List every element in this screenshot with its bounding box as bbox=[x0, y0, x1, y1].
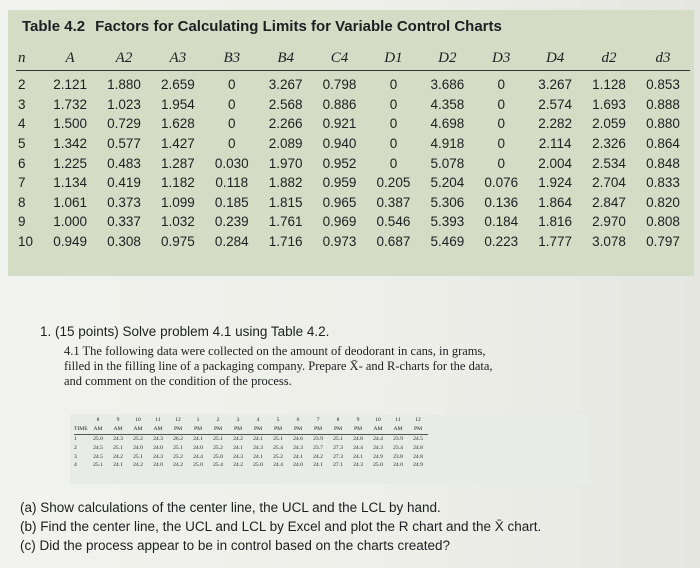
table-cell: 0.969 bbox=[322, 214, 357, 230]
data-cell: 23.9 bbox=[393, 435, 403, 442]
data-cell: PM bbox=[268, 425, 288, 434]
data-cell: 24.2 bbox=[233, 462, 243, 469]
data-cell: 8 bbox=[336, 417, 340, 424]
data-cell: 24.2 bbox=[113, 453, 123, 460]
data-cell: 24.9 bbox=[373, 453, 383, 460]
column-header: A3 bbox=[151, 46, 205, 71]
table-row bbox=[16, 212, 690, 232]
table-cell: 4.358 bbox=[430, 96, 465, 112]
data-cell: 4 bbox=[256, 417, 260, 424]
column-header: B3 bbox=[205, 46, 259, 71]
data-cell: 24.9 bbox=[413, 462, 423, 469]
data-cell: 27.1 bbox=[333, 462, 343, 469]
data-cell: 24.8 bbox=[413, 453, 423, 460]
data-cell: 25.2 bbox=[133, 435, 143, 442]
sample-row bbox=[74, 452, 428, 461]
column-header: A bbox=[43, 46, 97, 71]
table-cell: 1.000 bbox=[53, 214, 87, 230]
data-cell: 25.1 bbox=[273, 435, 283, 442]
period-row bbox=[74, 425, 428, 434]
data-cell: 11 bbox=[155, 417, 161, 424]
data-cell: 25.2 bbox=[213, 444, 223, 451]
table-row bbox=[16, 71, 690, 95]
table-row bbox=[16, 134, 690, 154]
data-cell: 24.0 bbox=[293, 462, 303, 469]
table-title bbox=[22, 18, 502, 35]
data-cell: 25.0 bbox=[253, 462, 263, 469]
data-cell: 4 bbox=[74, 462, 77, 469]
table-cell: 1.761 bbox=[268, 214, 303, 230]
table-cell: 9 bbox=[18, 214, 26, 230]
table-cell: 1.816 bbox=[538, 214, 573, 230]
table-cell: 0.729 bbox=[107, 116, 141, 132]
table-cell: 0.820 bbox=[646, 194, 680, 210]
table-cell: 2.121 bbox=[53, 77, 87, 93]
part-c: (c) Did the process appear to be in control based on the charts created? bbox=[20, 538, 450, 553]
table-cell: 7 bbox=[18, 175, 26, 191]
data-cell: 24.3 bbox=[253, 444, 263, 451]
table-cell: 2 bbox=[18, 77, 26, 93]
data-cell: 9 bbox=[116, 417, 120, 424]
column-header: n bbox=[16, 46, 43, 71]
data-cell: 24.0 bbox=[153, 444, 163, 451]
table-cell: 2.534 bbox=[592, 155, 626, 171]
data-cell: 24.6 bbox=[293, 435, 303, 442]
data-cell: 24.3 bbox=[373, 444, 383, 451]
table-cell: 2.089 bbox=[268, 136, 303, 152]
table-cell: 1.134 bbox=[53, 175, 87, 191]
column-header: B4 bbox=[259, 46, 313, 71]
data-cell: 7 bbox=[316, 417, 320, 424]
table-cell: 3.686 bbox=[430, 77, 465, 93]
data-cell: 1 bbox=[74, 435, 77, 442]
data-cell: 24.3 bbox=[113, 435, 123, 442]
data-cell: 9 bbox=[356, 417, 360, 424]
table-cell: 0 bbox=[228, 136, 236, 152]
part-a: (a) Show calculations of the center line, the UCL and the LCL by hand. bbox=[20, 500, 441, 515]
deodorant-data-table bbox=[74, 416, 428, 470]
table-cell: 0 bbox=[497, 96, 505, 112]
data-cell: 27.3 bbox=[333, 444, 343, 451]
data-cell: 24.8 bbox=[413, 444, 423, 451]
data-cell: 24.3 bbox=[353, 462, 363, 469]
data-cell: 25.0 bbox=[193, 462, 203, 469]
table-cell: 4.698 bbox=[430, 116, 465, 132]
data-cell: 11 bbox=[395, 417, 401, 424]
table-cell: 0 bbox=[228, 116, 236, 132]
data-cell: 25.1 bbox=[113, 444, 123, 451]
table-cell: 10 bbox=[18, 234, 34, 250]
table-cell: 1.954 bbox=[160, 96, 195, 112]
data-cell: 25.0 bbox=[373, 462, 383, 469]
sample-row bbox=[74, 443, 428, 452]
table-cell: 2.004 bbox=[538, 155, 573, 171]
data-cell: 25.4 bbox=[273, 444, 283, 451]
data-cell: 25.1 bbox=[93, 462, 103, 469]
data-cell: 25.1 bbox=[173, 444, 183, 451]
table-cell: 1.693 bbox=[592, 96, 626, 112]
table-cell: 0 bbox=[228, 77, 236, 93]
data-cell: 25.2 bbox=[173, 453, 183, 460]
table-cell: 0.808 bbox=[646, 214, 680, 230]
data-cell: 24.0 bbox=[133, 444, 143, 451]
factors-table-section bbox=[8, 10, 694, 276]
table-cell: 0 bbox=[497, 155, 505, 171]
table-row bbox=[16, 95, 690, 115]
table-cell: 5.204 bbox=[430, 175, 465, 191]
data-cell: 25.4 bbox=[213, 462, 223, 469]
data-cell: PM bbox=[408, 425, 428, 434]
data-cell: 24.1 bbox=[293, 453, 303, 460]
table-cell: 1.628 bbox=[160, 116, 195, 132]
sample-row bbox=[74, 434, 428, 443]
data-cell: 3 bbox=[236, 417, 240, 424]
data-cell: 25.1 bbox=[213, 435, 223, 442]
data-cell: AM bbox=[388, 425, 408, 434]
table-cell: 1.882 bbox=[268, 175, 303, 191]
data-cell: 24.5 bbox=[93, 453, 103, 460]
table-cell: 0.949 bbox=[53, 234, 87, 250]
table-cell: 0.239 bbox=[214, 214, 249, 230]
table-cell: 1.099 bbox=[160, 194, 195, 210]
data-cell: 23.4 bbox=[393, 444, 403, 451]
column-header: C4 bbox=[313, 46, 367, 71]
table-cell: 0.921 bbox=[322, 116, 357, 132]
table-cell: 0.076 bbox=[484, 175, 519, 191]
data-cell: 24.0 bbox=[153, 462, 163, 469]
data-cell: PM bbox=[168, 425, 188, 434]
data-cell: 26.2 bbox=[173, 435, 183, 442]
data-cell: PM bbox=[248, 425, 268, 434]
table-row bbox=[16, 193, 690, 213]
table-cell: 0.848 bbox=[646, 155, 680, 171]
table-cell: 0.185 bbox=[214, 194, 249, 210]
table-cell: 3.267 bbox=[538, 77, 573, 93]
data-cell: 24.4 bbox=[353, 444, 363, 451]
table-cell: 0 bbox=[389, 77, 398, 93]
data-cell: 24.3 bbox=[293, 444, 303, 451]
table-cell: 1.864 bbox=[538, 194, 573, 210]
data-cell: 25.1 bbox=[133, 453, 143, 460]
table-cell: 5 bbox=[18, 136, 26, 152]
table-cell: 0 bbox=[497, 77, 505, 93]
table-cell: 3.267 bbox=[268, 77, 303, 93]
data-cell: 23.8 bbox=[393, 453, 403, 460]
table-cell: 0.959 bbox=[322, 175, 357, 191]
sample-row bbox=[74, 461, 428, 470]
data-cell: 24.1 bbox=[193, 435, 203, 442]
table-cell: 1.815 bbox=[268, 194, 303, 210]
table-cell: 1.128 bbox=[592, 77, 626, 93]
data-cell: 24.0 bbox=[393, 462, 403, 469]
data-cell: 8 bbox=[96, 417, 100, 424]
table-cell: 2.659 bbox=[160, 77, 195, 93]
data-cell: 24.4 bbox=[273, 462, 283, 469]
table-cell: 0 bbox=[389, 155, 398, 171]
data-cell: AM bbox=[88, 425, 108, 434]
table-cell: 1.777 bbox=[538, 234, 573, 250]
table-cell: 0.888 bbox=[646, 96, 680, 112]
table-cell: 1.880 bbox=[107, 77, 141, 93]
data-cell: PM bbox=[208, 425, 228, 434]
data-cell: AM bbox=[148, 425, 168, 434]
column-header: D4 bbox=[528, 46, 582, 71]
table-cell: 0.797 bbox=[646, 234, 680, 250]
table-cell: 1.023 bbox=[107, 96, 141, 112]
data-cell: TIME bbox=[74, 426, 88, 433]
data-cell: PM bbox=[328, 425, 348, 434]
table-cell: 2.266 bbox=[268, 116, 303, 132]
table-cell: 0.205 bbox=[376, 175, 411, 191]
data-cell: 25.0 bbox=[93, 435, 103, 442]
table-cell: 0.853 bbox=[646, 77, 680, 93]
data-cell: PM bbox=[228, 425, 248, 434]
table-cell: 1.970 bbox=[268, 155, 303, 171]
table-cell: 0.798 bbox=[322, 77, 357, 93]
table-cell: 0.419 bbox=[107, 175, 141, 191]
table-cell: 1.287 bbox=[160, 155, 195, 171]
data-cell: 1 bbox=[196, 417, 200, 424]
data-cell: AM bbox=[368, 425, 388, 434]
table-cell: 0.184 bbox=[484, 214, 519, 230]
table-cell: 3.078 bbox=[592, 234, 626, 250]
data-cell: 2 bbox=[216, 417, 220, 424]
data-cell: 24.1 bbox=[253, 453, 263, 460]
table-cell: 2.114 bbox=[538, 136, 572, 152]
table-cell: 1.342 bbox=[53, 136, 87, 152]
table-cell: 2.282 bbox=[538, 116, 573, 132]
problem-statement: 4.1 The following data were collected on the amount of deodorant in cans, in grams, filled in the filling line of a packaging company. Prepare X̄- and R-charts for the data, and comment on the condition of the process. bbox=[64, 344, 493, 388]
table-cell: 0.864 bbox=[646, 136, 680, 152]
table-cell: 0.940 bbox=[322, 136, 357, 152]
table-cell: 0.952 bbox=[322, 155, 357, 171]
table-cell: 1.500 bbox=[53, 116, 87, 132]
table-cell: 2.704 bbox=[592, 175, 626, 191]
data-cell: 24.3 bbox=[153, 435, 163, 442]
table-cell: 1.061 bbox=[53, 194, 87, 210]
column-header: D3 bbox=[474, 46, 528, 71]
table-cell: 1.182 bbox=[160, 175, 195, 191]
column-header: A2 bbox=[97, 46, 151, 71]
table-cell: 2.574 bbox=[538, 96, 573, 112]
table-cell: 0.687 bbox=[376, 234, 411, 250]
table-cell: 0.483 bbox=[107, 155, 141, 171]
table-cell: 0 bbox=[228, 96, 236, 112]
table-cell: 0.387 bbox=[376, 194, 411, 210]
table-cell: 5.078 bbox=[430, 155, 465, 171]
table-cell: 0.973 bbox=[322, 234, 357, 250]
table-cell: 0.373 bbox=[107, 194, 141, 210]
table-cell: 0.886 bbox=[322, 96, 357, 112]
table-cell: 0.223 bbox=[484, 234, 519, 250]
table-cell: 0.030 bbox=[214, 155, 249, 171]
data-cell: 12 bbox=[175, 417, 181, 424]
column-header: D2 bbox=[420, 46, 474, 71]
table-cell: 0.136 bbox=[484, 194, 519, 210]
data-cell: 24.3 bbox=[153, 453, 163, 460]
table-cell: 0.284 bbox=[214, 234, 249, 250]
table-cell: 4 bbox=[18, 116, 26, 132]
table-cell: 1.032 bbox=[160, 214, 195, 230]
factors-table bbox=[16, 46, 690, 251]
table-cell: 0 bbox=[389, 136, 398, 152]
data-cell: 24.1 bbox=[313, 462, 323, 469]
table-body bbox=[16, 71, 690, 252]
data-cell: 2 bbox=[74, 444, 77, 451]
table-cell: 2.847 bbox=[592, 194, 626, 210]
data-cell: PM bbox=[188, 425, 208, 434]
table-cell: 3 bbox=[18, 96, 26, 112]
data-cell: 5 bbox=[276, 417, 280, 424]
data-cell: 24.2 bbox=[133, 462, 143, 469]
data-cell: 12 bbox=[415, 417, 421, 424]
table-cell: 2.970 bbox=[592, 214, 626, 230]
table-cell: 0.833 bbox=[646, 175, 680, 191]
table-cell: 2.568 bbox=[268, 96, 303, 112]
question-parts bbox=[20, 498, 541, 555]
table-cell: 2.059 bbox=[592, 116, 626, 132]
table-cell: 0 bbox=[497, 136, 505, 152]
table-cell: 5.393 bbox=[430, 214, 465, 230]
data-cell: 23.7 bbox=[313, 444, 323, 451]
table-cell: 0 bbox=[497, 116, 505, 132]
data-cell: 24.8 bbox=[353, 435, 363, 442]
table-cell: 2.326 bbox=[592, 136, 626, 152]
data-cell: 3 bbox=[74, 453, 77, 460]
table-cell: 5.306 bbox=[430, 194, 465, 210]
table-cell: 0.577 bbox=[107, 136, 141, 152]
data-cell bbox=[74, 416, 88, 425]
data-cell: PM bbox=[288, 425, 308, 434]
data-cell: 25.1 bbox=[333, 435, 343, 442]
data-cell: PM bbox=[308, 425, 328, 434]
data-cell: 24.4 bbox=[373, 435, 383, 442]
table-cell: 0.337 bbox=[107, 214, 141, 230]
table-cell: 0.118 bbox=[215, 175, 249, 191]
column-header: d3 bbox=[636, 46, 690, 71]
table-cell: 0.965 bbox=[322, 194, 357, 210]
data-cell: AM bbox=[108, 425, 128, 434]
table-row bbox=[16, 114, 690, 134]
data-cell: 24.5 bbox=[413, 435, 423, 442]
table-cell: 1.716 bbox=[268, 234, 303, 250]
data-cell: 24.0 bbox=[193, 444, 203, 451]
table-cell: 1.225 bbox=[53, 155, 87, 171]
table-row bbox=[16, 153, 690, 173]
data-cell: 24.3 bbox=[233, 453, 243, 460]
data-cell: PM bbox=[348, 425, 368, 434]
table-cell: 1.732 bbox=[53, 96, 87, 112]
data-cell: 10 bbox=[135, 417, 141, 424]
data-cell: 24.1 bbox=[113, 462, 123, 469]
table-cell: 8 bbox=[18, 194, 26, 210]
data-cell: 24.2 bbox=[313, 453, 323, 460]
table-label: Table 4.2 bbox=[22, 18, 86, 35]
table-cell: 1.924 bbox=[538, 175, 573, 191]
column-header: D1 bbox=[367, 46, 421, 71]
data-cell: 25.0 bbox=[213, 453, 223, 460]
table-cell: 0 bbox=[389, 96, 398, 112]
column-header: d2 bbox=[582, 46, 636, 71]
data-cell: 24.2 bbox=[233, 435, 243, 442]
table-cell: 0 bbox=[389, 116, 398, 132]
data-cell: AM bbox=[128, 425, 148, 434]
data-cell: 10 bbox=[375, 417, 381, 424]
table-cell: 0.308 bbox=[107, 234, 141, 250]
table-cell: 1.427 bbox=[160, 136, 195, 152]
data-cell: 23.9 bbox=[313, 435, 323, 442]
table-row bbox=[16, 173, 690, 193]
data-cell: 24.1 bbox=[353, 453, 363, 460]
table-cell: 6 bbox=[18, 155, 26, 171]
table-caption: Factors for Calculating Limits for Variable Control Charts bbox=[95, 18, 502, 35]
data-cell: 25.2 bbox=[273, 453, 283, 460]
data-cell: 24.2 bbox=[173, 462, 183, 469]
table-row bbox=[16, 232, 690, 252]
time-row bbox=[74, 416, 428, 425]
table-cell: 0.546 bbox=[376, 214, 411, 230]
table-header-row bbox=[16, 46, 690, 71]
data-cell: 27.3 bbox=[333, 453, 343, 460]
table-cell: 4.918 bbox=[430, 136, 465, 152]
table-cell: 5.469 bbox=[430, 234, 465, 250]
question-title: 1. (15 points) Solve problem 4.1 using Table 4.2. bbox=[40, 324, 330, 339]
data-cell: 24.1 bbox=[233, 444, 243, 451]
table-cell: 0.975 bbox=[160, 234, 195, 250]
part-b: (b) Find the center line, the UCL and LCL by Excel and plot the R chart and the X̄ chart. bbox=[20, 519, 542, 534]
table-cell: 0.880 bbox=[646, 116, 680, 132]
data-cell: 24.4 bbox=[193, 453, 203, 460]
data-cell: 6 bbox=[296, 417, 300, 424]
data-cell: 24.1 bbox=[253, 435, 263, 442]
data-cell: 24.5 bbox=[93, 444, 103, 451]
deodorant-data-table-section bbox=[70, 414, 590, 484]
